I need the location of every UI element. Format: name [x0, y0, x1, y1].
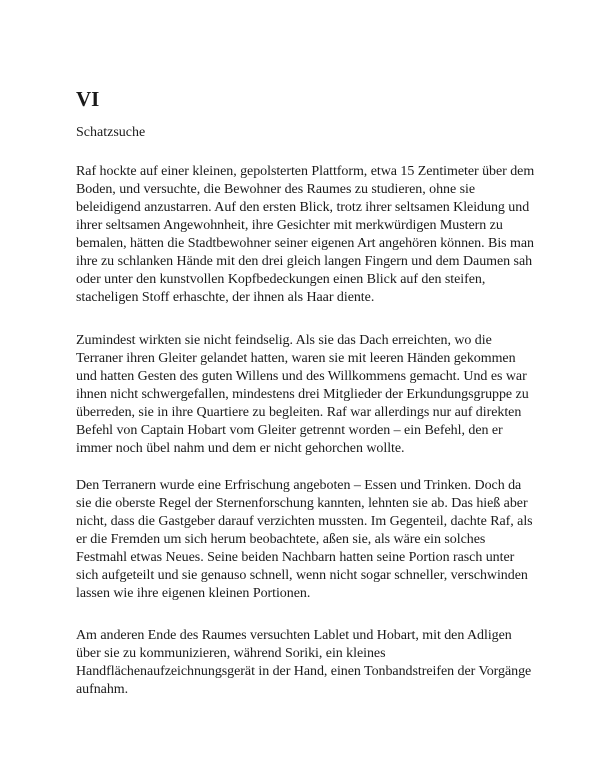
paragraph: Zumindest wirkten sie nicht feindselig. Als sie das Dach erreichten, wo die Terraner ihren Gleiter gelandet hatten, waren sie mit leeren Händen gekommen und hatten Gesten des guten Willens und des Willkommens gemacht. Und es war ihnen nicht schwergefallen, mindestens drei Mitglieder der Erkundungsgruppe zu überreden, sie in ihre Quartiere zu begleiten. Raf war allerdings nur auf direkten Befehl von Captain Hobart vom Gleiter getrennt worden – ein Befehl, den er immer noch übel nahm und dem er nicht gehorchen wollte.: [76, 333, 529, 456]
paragraph: Den Terranern wurde eine Erfrischung angeboten – Essen und Trinken. Doch da sie die oberste Regel der Sternenforschung kannten, lehnten sie ab. Das hieß aber nicht, dass die Gastgeber darauf verzichten mussten. Im Gegenteil, dachte Raf, als er die Fremden um sich herum beobachtete, aßen sie, als wäre ein solches Festmahl etwas Neues. Seine beiden Nachbarn hatten seine Portion rasch unter sich aufgeteilt und sie genauso schnell, wenn nicht sogar schneller, verschwinden lassen wie ihre eigenen kleinen Portionen.: [76, 478, 533, 601]
chapter-title: Schatzsuche: [76, 125, 146, 140]
chapter-number: VI: [76, 87, 100, 111]
paragraph: Raf hockte auf einer kleinen, gepolsterten Plattform, etwa 15 Zentimeter über dem Boden, und versuchte, die Bewohner des Raumes zu studieren, ohne sie beleidigend anzustarren. Auf den ersten Blick, trotz ihrer seltsamen Kleidung und ihrer seltsamen Angewohnheit, ihre Gesichter mit merkwürdigen Mustern zu bemalen, hätten die Stadtbewohner seiner eigenen Art angehören können. Bis man ihre zu schlanken Hände mit den drei gleich langen Fingern und dem Daumen sah oder unter den kunstvollen Kopfbedeckungen einen Blick auf den steifen, stacheligen Stoff erhaschte, der ihnen als Haar diente.: [76, 164, 535, 305]
paragraph: Am anderen Ende des Raumes versuchten Lablet und Hobart, mit den Adligen über sie zu kommunizieren, während Soriki, ein kleines Handflächenaufzeichnungsgerät in der Hand, einen Tonbandstreifen der Vorgänge aufnahm.: [76, 628, 532, 697]
